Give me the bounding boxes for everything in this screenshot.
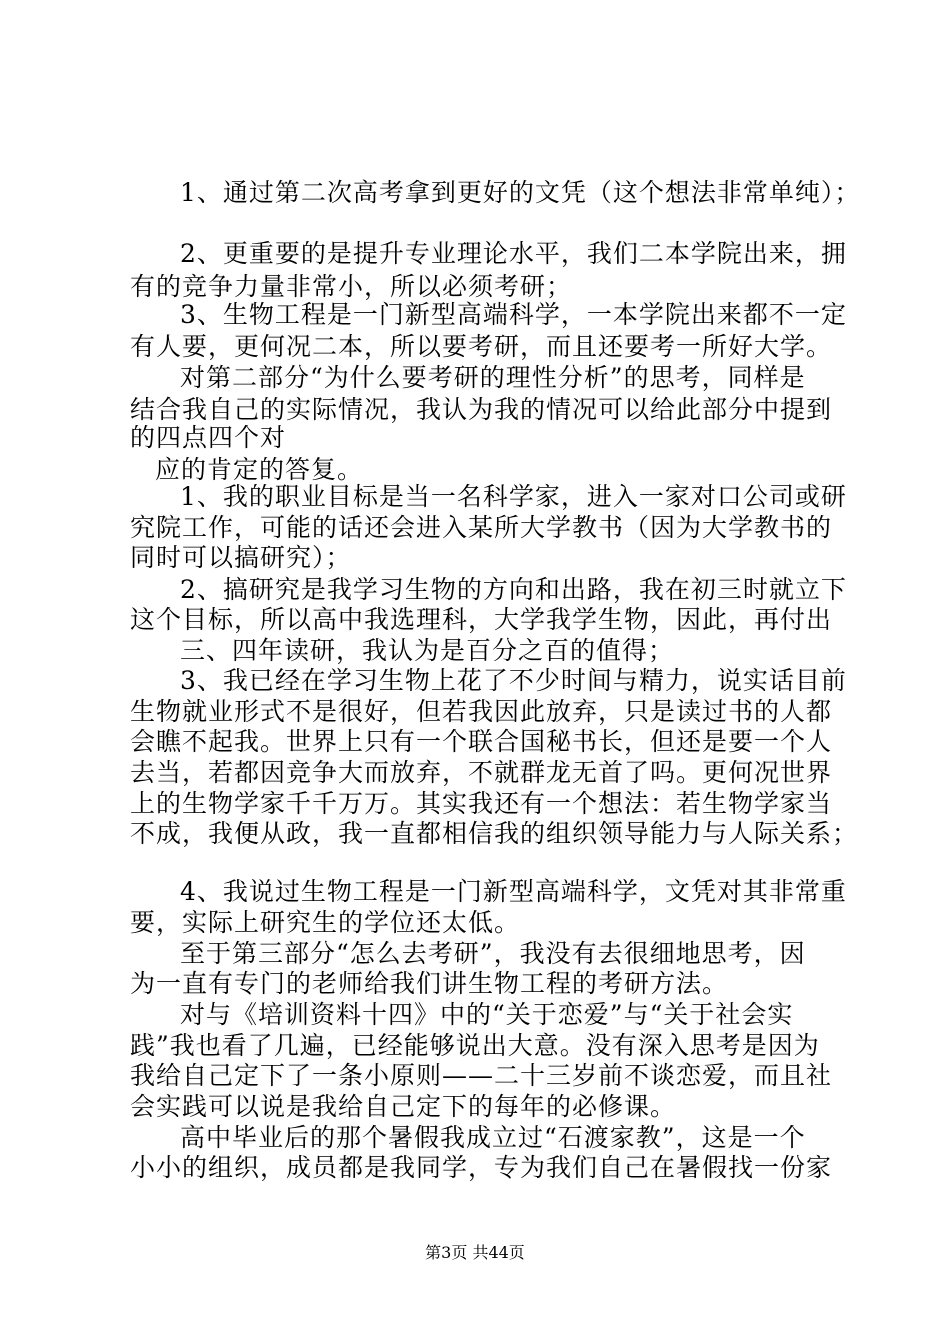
text-line: 1、通过第二次高考拿到更好的文凭（这个想法非常单纯）；	[180, 178, 861, 207]
text-line: 同时可以搞研究）；	[130, 543, 352, 572]
text-line: 小小的组织，成员都是我同学，专为我们自己在暑假找一份家	[130, 1153, 833, 1182]
text-line: 会瞧不起我。世界上只有一个联合国秘书长，但还是要一个人	[130, 727, 833, 756]
text-line: 有的竞争力量非常小，所以必须考研；	[130, 272, 573, 301]
text-line: 我给自己定下了一条小原则——二十三岁前不谈恋爱，而且社	[130, 1061, 833, 1090]
text-line: 1、我的职业目标是当一名科学家，进入一家对口公司或研	[180, 482, 847, 511]
text-line: 应的肯定的答复。	[155, 455, 364, 484]
text-line: 3、我已经在学习生物上花了不少时间与精力，说实话目前	[180, 666, 847, 695]
text-line: 4、我说过生物工程是一门新型高端科学，文凭对其非常重	[180, 877, 847, 906]
text-line: 为一直有专门的老师给我们讲生物工程的考研方法。	[130, 969, 729, 998]
text-line: 究院工作，可能的话还会进入某所大学教书（因为大学教书的	[130, 513, 833, 542]
text-line: 有人要，更何况二本，所以要考研，而且还要考一所好大学。	[130, 332, 833, 361]
text-line: 3、生物工程是一门新型高端科学，一本学院出来都不一定	[180, 300, 847, 329]
text-line: 对与《培训资料十四》中的“关于恋爱”与“关于社会实	[180, 1000, 794, 1029]
text-line: 的四点四个对	[130, 423, 287, 452]
text-line: 践”我也看了几遍，已经能够说出大意。没有深入思考是因为	[130, 1031, 820, 1060]
text-line: 2、搞研究是我学习生物的方向和出路，我在初三时就立下	[180, 575, 847, 604]
text-line: 要，实际上研究生的学位还太低。	[130, 908, 521, 937]
text-line: 2、更重要的是提升专业理论水平，我们二本学院出来，拥	[180, 239, 847, 268]
text-line: 至于第三部分“怎么去考研”，我没有去很细地思考，因	[180, 939, 806, 968]
text-line: 会实践可以说是我给自己定下的每年的必修课。	[130, 1092, 677, 1121]
text-line: 这个目标，所以高中我选理科，大学我学生物，因此，再付出	[130, 605, 833, 634]
text-line: 生物就业形式不是很好，但若我因此放弃，只是读过书的人都	[130, 697, 833, 726]
text-line: 三、四年读研，我认为是百分之百的值得；	[180, 636, 675, 665]
text-line: 不成，我便从政，我一直都相信我的组织领导能力与人际关系；	[130, 819, 859, 848]
text-line: 结合我自己的实际情况，我认为我的情况可以给此部分中提到	[130, 395, 833, 424]
text-line: 高中毕业后的那个暑假我成立过“石渡家教”，这是一个	[180, 1123, 806, 1152]
text-line: 上的生物学家千千万万。其实我还有一个想法：若生物学家当	[130, 789, 833, 818]
text-line: 去当，若都因竞争大而放弃，不就群龙无首了吗。更何况世界	[130, 758, 833, 787]
text-line: 对第二部分“为什么要考研的理性分析”的思考，同样是	[180, 363, 806, 392]
page-footer: 第3页 共44页	[425, 1243, 525, 1262]
